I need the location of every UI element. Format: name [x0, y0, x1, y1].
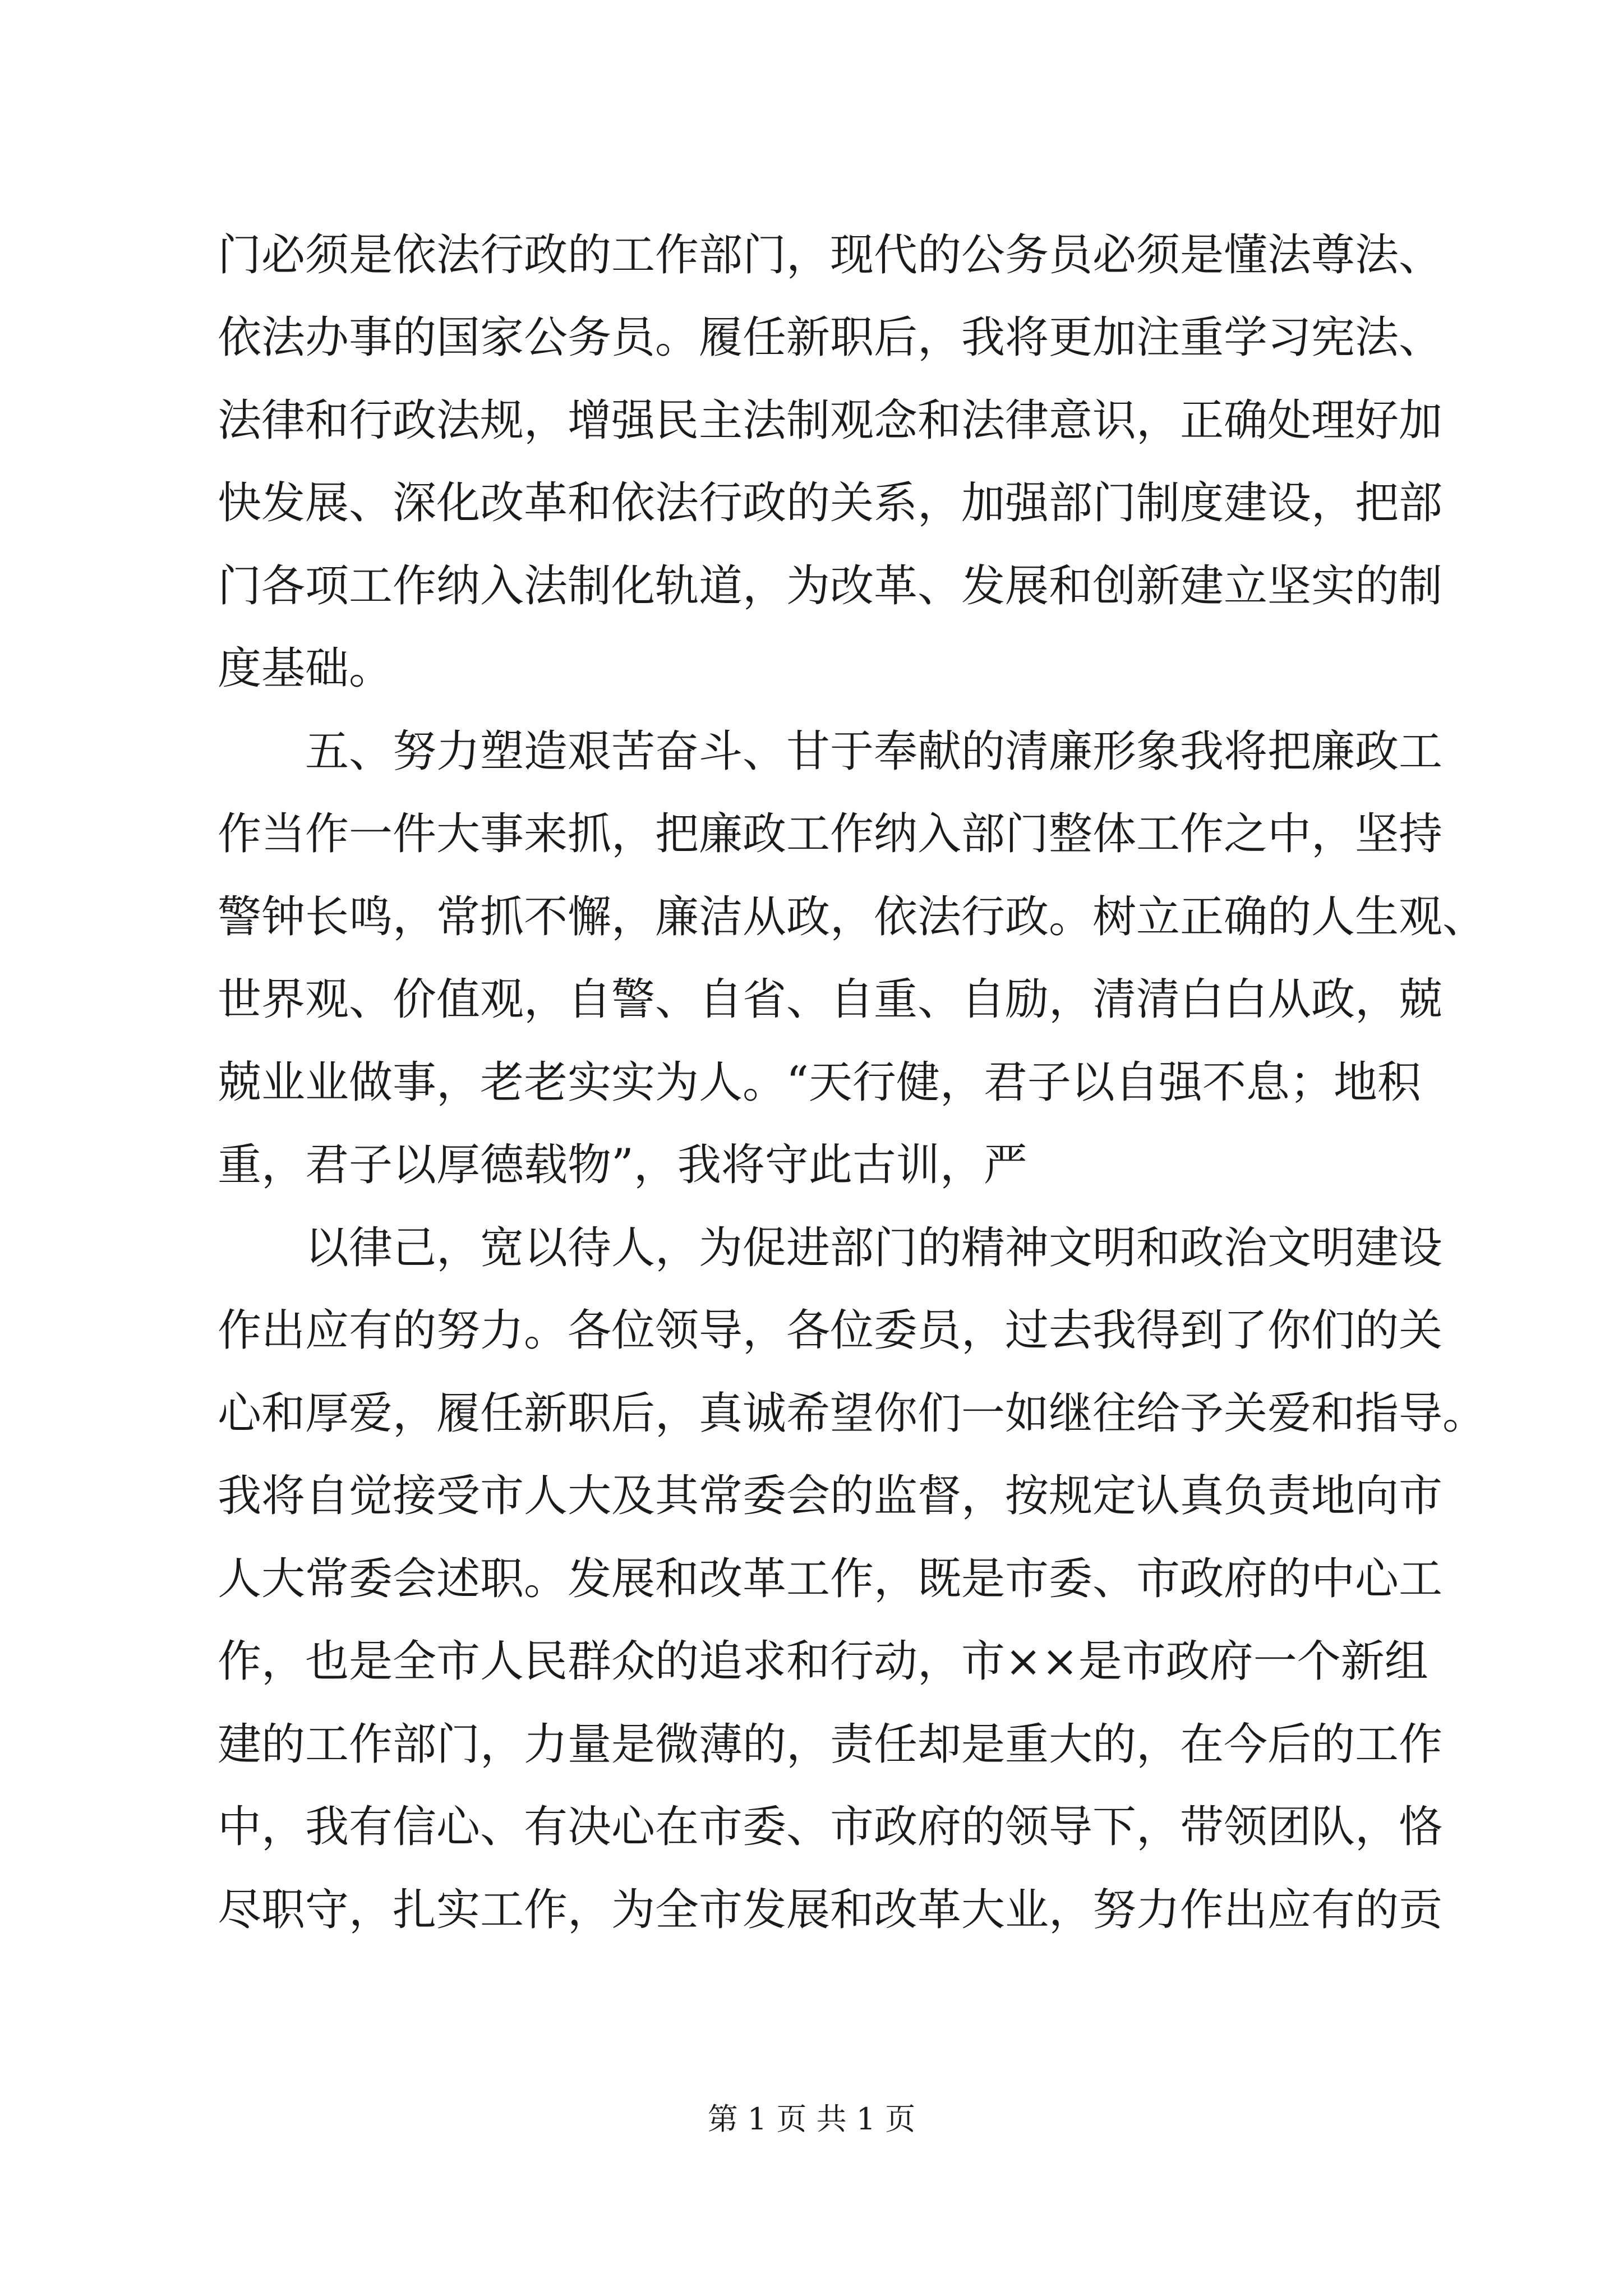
text-line: 尽职守，扎实工作，为全市发展和改革大业，努力作出应有的贡	[218, 1885, 1443, 1935]
text-line: 度基础。	[218, 643, 393, 694]
text-line: 快发展、深化改革和依法行政的关系，加强部门制度建设，把部	[218, 478, 1443, 528]
text-line: 中，我有信心、有决心在市委、市政府的领导下，带领团队，恪	[218, 1802, 1443, 1852]
paragraph-heading-line: 五、努力塑造艰苦奋斗、甘于奉献的清廉形象我将把廉政工	[305, 726, 1443, 777]
text-line: 心和厚爱，履任新职后，真诚希望你们一如继往给予关爱和指导。	[218, 1388, 1487, 1439]
text-line: 建的工作部门，力量是微薄的，责任却是重大的，在今后的工作	[218, 1719, 1443, 1770]
text-line: 世界观、价值观，自警、自省、自重、自励，清清白白从政，兢	[218, 974, 1443, 1025]
text-line: 警钟长鸣，常抓不懈，廉洁从政，依法行政。树立正确的人生观、	[218, 892, 1487, 942]
text-line: 作，也是全市人民群众的追求和行动，市××是市政府一个新组	[218, 1636, 1428, 1687]
text-line: 人大常委会述职。发展和改革工作，既是市委、市政府的中心工	[218, 1554, 1443, 1604]
text-line: 法律和行政法规，增强民主法制观念和法律意识，正确处理好加	[218, 395, 1443, 446]
text-line: 门必须是依法行政的工作部门，现代的公务员必须是懂法尊法、	[218, 230, 1443, 280]
text-line: 门各项工作纳入法制化轨道，为改革、发展和创新建立坚实的制	[218, 561, 1443, 611]
text-line: 重，君子以厚德载物”，我将守此古训，严	[218, 1140, 1027, 1190]
page-footer	[0, 2097, 1623, 2142]
paragraph-start-line: 以律己，宽以待人，为促进部门的精神文明和政治文明建设	[305, 1223, 1443, 1273]
text-line: 作当作一件大事来抓，把廉政工作纳入部门整体工作之中，坚持	[218, 809, 1443, 859]
page-number-label: 第 1 页 共 1 页	[707, 2101, 916, 2137]
text-line: 作出应有的努力。各位领导，各位委员，过去我得到了你们的关	[218, 1305, 1443, 1356]
text-line: 依法办事的国家公务员。履任新职后，我将更加注重学习宪法、	[218, 312, 1443, 363]
text-line: 我将自觉接受市人大及其常委会的监督，按规定认真负责地向市	[218, 1471, 1443, 1521]
text-line: 兢业业做事，老老实实为人。“天行健，君子以自强不息；地积	[218, 1057, 1421, 1108]
